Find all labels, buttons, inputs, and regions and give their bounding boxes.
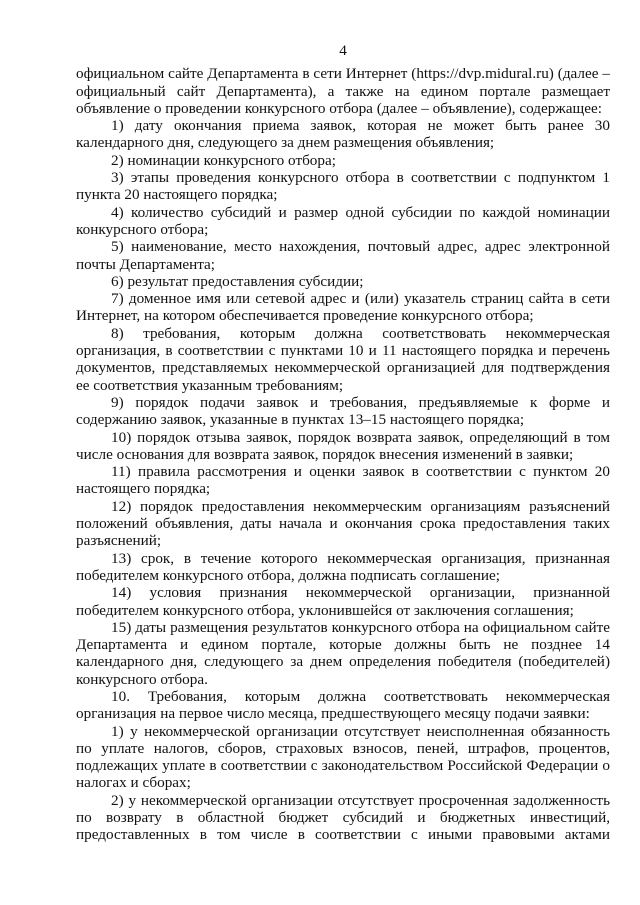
paragraph-item-14: 14) условия признания некоммерческой организации, признанной победителем конкурсного отбора, уклонившейся от заключения соглашения; [76, 584, 610, 619]
paragraph-item-4: 4) количество субсидий и размер одной субсидии по каждой номинации конкурсного отбора; [76, 203, 610, 238]
paragraph-requirement-2: 2) у некоммерческой организации отсутствует просроченная задолженность по возврату в областной бюджет субсидий и бюджетных инвестиций, предоставленных в том числе в соответствии с иными правовыми актами [76, 791, 610, 844]
paragraph-item-2: 2) номинации конкурсного отбора; [111, 151, 336, 169]
paragraph-item-15: 15) даты размещения результатов конкурсного отбора на официальном сайте Департамента и едином портале, которые должны быть не позднее 14 календарного дня, следующего за днем определения победителя (победителей) конкурсного отбора. [76, 618, 610, 688]
paragraph-item-1: 1) дату окончания приема заявок, которая не может быть ранее 30 календарного дня, следующего за днем размещения объявления; [76, 117, 610, 152]
paragraph-item-5: 5) наименование, место нахождения, почтовый адрес, адрес электронной почты Департамента; [76, 238, 610, 273]
paragraph-item-7: 7) доменное имя или сетевой адрес и (или) указатель страниц сайта в сети Интернет, на котором обеспечивается проведение конкурсного отбора; [76, 290, 610, 325]
paragraph-section-10: 10. Требования, которым должна соответствовать некоммерческая организация на первое число месяца, предшествующего месяцу подачи заявки: [76, 687, 610, 723]
page-number: 4 [339, 42, 347, 59]
paragraph-item-8: 8) требования, которым должна соответствовать некоммерческая организация, в соответствии с пунктами 10 и 11 настоящего порядка и перечень документов, представляемых некоммерческой организацией для подтверждения ее соответствия указанным требованиям; [76, 324, 610, 394]
paragraph-item-11: 11) правила рассмотрения и оценки заявок в соответствии с пунктом 20 настоящего порядка; [76, 463, 610, 498]
paragraph-item-12: 12) порядок предоставления некоммерческим организациям разъяснений положений объявления, даты начала и окончания срока предоставления таких разъяснений; [76, 497, 610, 550]
paragraph-requirement-1: 1) у некоммерческой организации отсутствует неисполненная обязанность по уплате налогов, сборов, страховых взносов, пеней, штрафов, процентов, подлежащих уплате в соответствии с законодательством Российской Федерации о налогах и сборах; [76, 722, 610, 792]
paragraph-item-9: 9) порядок подачи заявок и требования, предъявляемые к форме и содержанию заявок, указанные в пунктах 13–15 настоящего порядка; [76, 393, 610, 429]
paragraph-item-3: 3) этапы проведения конкурсного отбора в соответствии с подпунктом 1 пункта 20 настоящего порядка; [76, 169, 610, 204]
paragraph-intro: официальном сайте Департамента в сети Интернет (https://dvp.midural.ru) (далее – официальный сайт Департамента), а также на едином портале размещает объявление о проведении конкурсного отбора (далее – объявление), содержащее: [76, 65, 610, 117]
document-page [76, 42, 610, 844]
paragraph-item-10: 10) порядок отзыва заявок, порядок возврата заявок, определяющий в том числе основания для возврата заявок, порядок внесения изменений в заявки; [76, 428, 610, 463]
paragraph-item-13: 13) срок, в течение которого некоммерческая организация, признанная победителем конкурсного отбора, должна подписать соглашение; [76, 549, 610, 584]
paragraph-item-6: 6) результат предоставления субсидии; [111, 272, 364, 290]
